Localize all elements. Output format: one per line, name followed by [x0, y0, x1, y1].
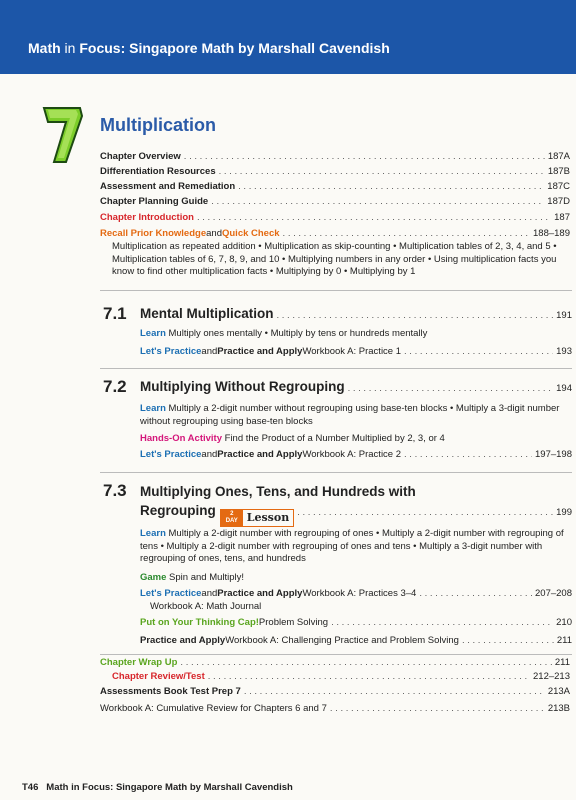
thinking-cap-row[interactable]: Put on Your Thinking Cap! Problem Solving . . . 210 — [140, 617, 572, 628]
toc-row[interactable]: Assessments Book Test Prep 7 . . . 213A — [100, 686, 570, 697]
toc-row[interactable]: Workbook A: Cumulative Review for Chapters 6 and 7 . . . 213B — [100, 703, 570, 714]
divider — [100, 368, 572, 369]
toc-row[interactable]: Assessment and Remediation . . . 187C — [100, 181, 570, 192]
toc-row[interactable]: Recall Prior Knowledge and Quick Check . . . 188–189 — [100, 228, 570, 239]
learn-line: Learn Multiply a 2-digit number with regrouping of ones • Multiply a 2-digit number with regrouping of tens • Multiply a 2-digit number with regrouping of ones and tens • Multiply a 3-digit number with regrouping of ones, tens, and hundreds — [140, 528, 564, 564]
journal-line: Workbook A: Math Journal — [150, 601, 262, 612]
footer-title: Math in Focus: Singapore Math by Marshall Cavendish — [46, 782, 293, 793]
header-banner — [0, 0, 576, 74]
practice-row[interactable]: Let's Practice and Practice and Apply Workbook A: Practice 1 . . . 193 — [140, 346, 572, 357]
toc-row[interactable]: Chapter Planning Guide . . . 187D — [100, 196, 570, 207]
chapter-number: 7 — [40, 104, 41, 105]
toc-row[interactable]: Chapter Introduction . . . 187 — [100, 212, 570, 223]
hands-on-line: Hands-On Activity Find the Product of a Number Multiplied by 2, 3, or 4 — [140, 433, 445, 444]
toc-row[interactable]: Chapter Review/Test . . . 212–213 — [112, 671, 570, 682]
footer — [22, 782, 293, 793]
learn-line: Learn Multiply a 2-digit number without regrouping using base-ten blocks • Multiply a 3-digit number without regrouping using base-ten blocks — [140, 403, 560, 427]
section-number: 7.3 — [103, 481, 127, 500]
toc-row[interactable]: Chapter Wrap Up . . . 211 — [100, 657, 570, 668]
divider — [100, 290, 572, 291]
toc-row[interactable]: Chapter Overview . . . 187A — [100, 151, 570, 162]
section-title-row[interactable]: Mental Multiplication . . . 191 — [140, 306, 572, 321]
section-title: Multiplying Ones, Tens, and Hundreds with — [140, 484, 416, 499]
section-title-row[interactable]: Multiplying Without Regrouping . . . 194 — [140, 379, 572, 394]
section-title-row[interactable]: Regrouping 2 DAY Lesson . . . 199 — [140, 503, 572, 527]
divider — [100, 472, 572, 473]
chapter-number-graphic — [40, 104, 84, 166]
practice-row[interactable]: Let's Practice and Practice and Apply Workbook A: Practices 3–4 . . . 207–208 — [140, 588, 572, 599]
banner-title: Math in Focus: Singapore Math by Marshall Cavendish — [28, 40, 390, 56]
two-day-lesson-badge: 2 DAY Lesson — [220, 509, 294, 527]
practice-apply-row[interactable]: Practice and Apply Workbook A: Challenging Practice and Problem Solving . . . 211 — [140, 635, 572, 646]
footer-page-number: T46 — [22, 782, 39, 793]
recall-description: Multiplication as repeated addition • Multiplication as skip-counting • Multiplication tables of 2, 3, 4, and 5 • Multiplication tables of 6, 7, 8, 9, and 10 • Multiplying numbers in any order • Using multiplication facts you know to find other multiplication facts • Multiplying by 0 • Multiplying by 1 — [112, 241, 557, 277]
game-line: Game Spin and Multiply! — [140, 572, 245, 583]
toc-row[interactable]: Differentiation Resources . . . 187B — [100, 166, 570, 177]
chapter-title: Multiplication — [100, 115, 216, 135]
section-number: 7.1 — [103, 304, 127, 323]
section-number: 7.2 — [103, 377, 127, 396]
practice-row[interactable]: Let's Practice and Practice and Apply Workbook A: Practice 2 . . . 197–198 — [140, 449, 572, 460]
learn-line: Learn Multiply ones mentally • Multiply by tens or hundreds mentally — [140, 328, 428, 339]
divider — [100, 654, 572, 655]
